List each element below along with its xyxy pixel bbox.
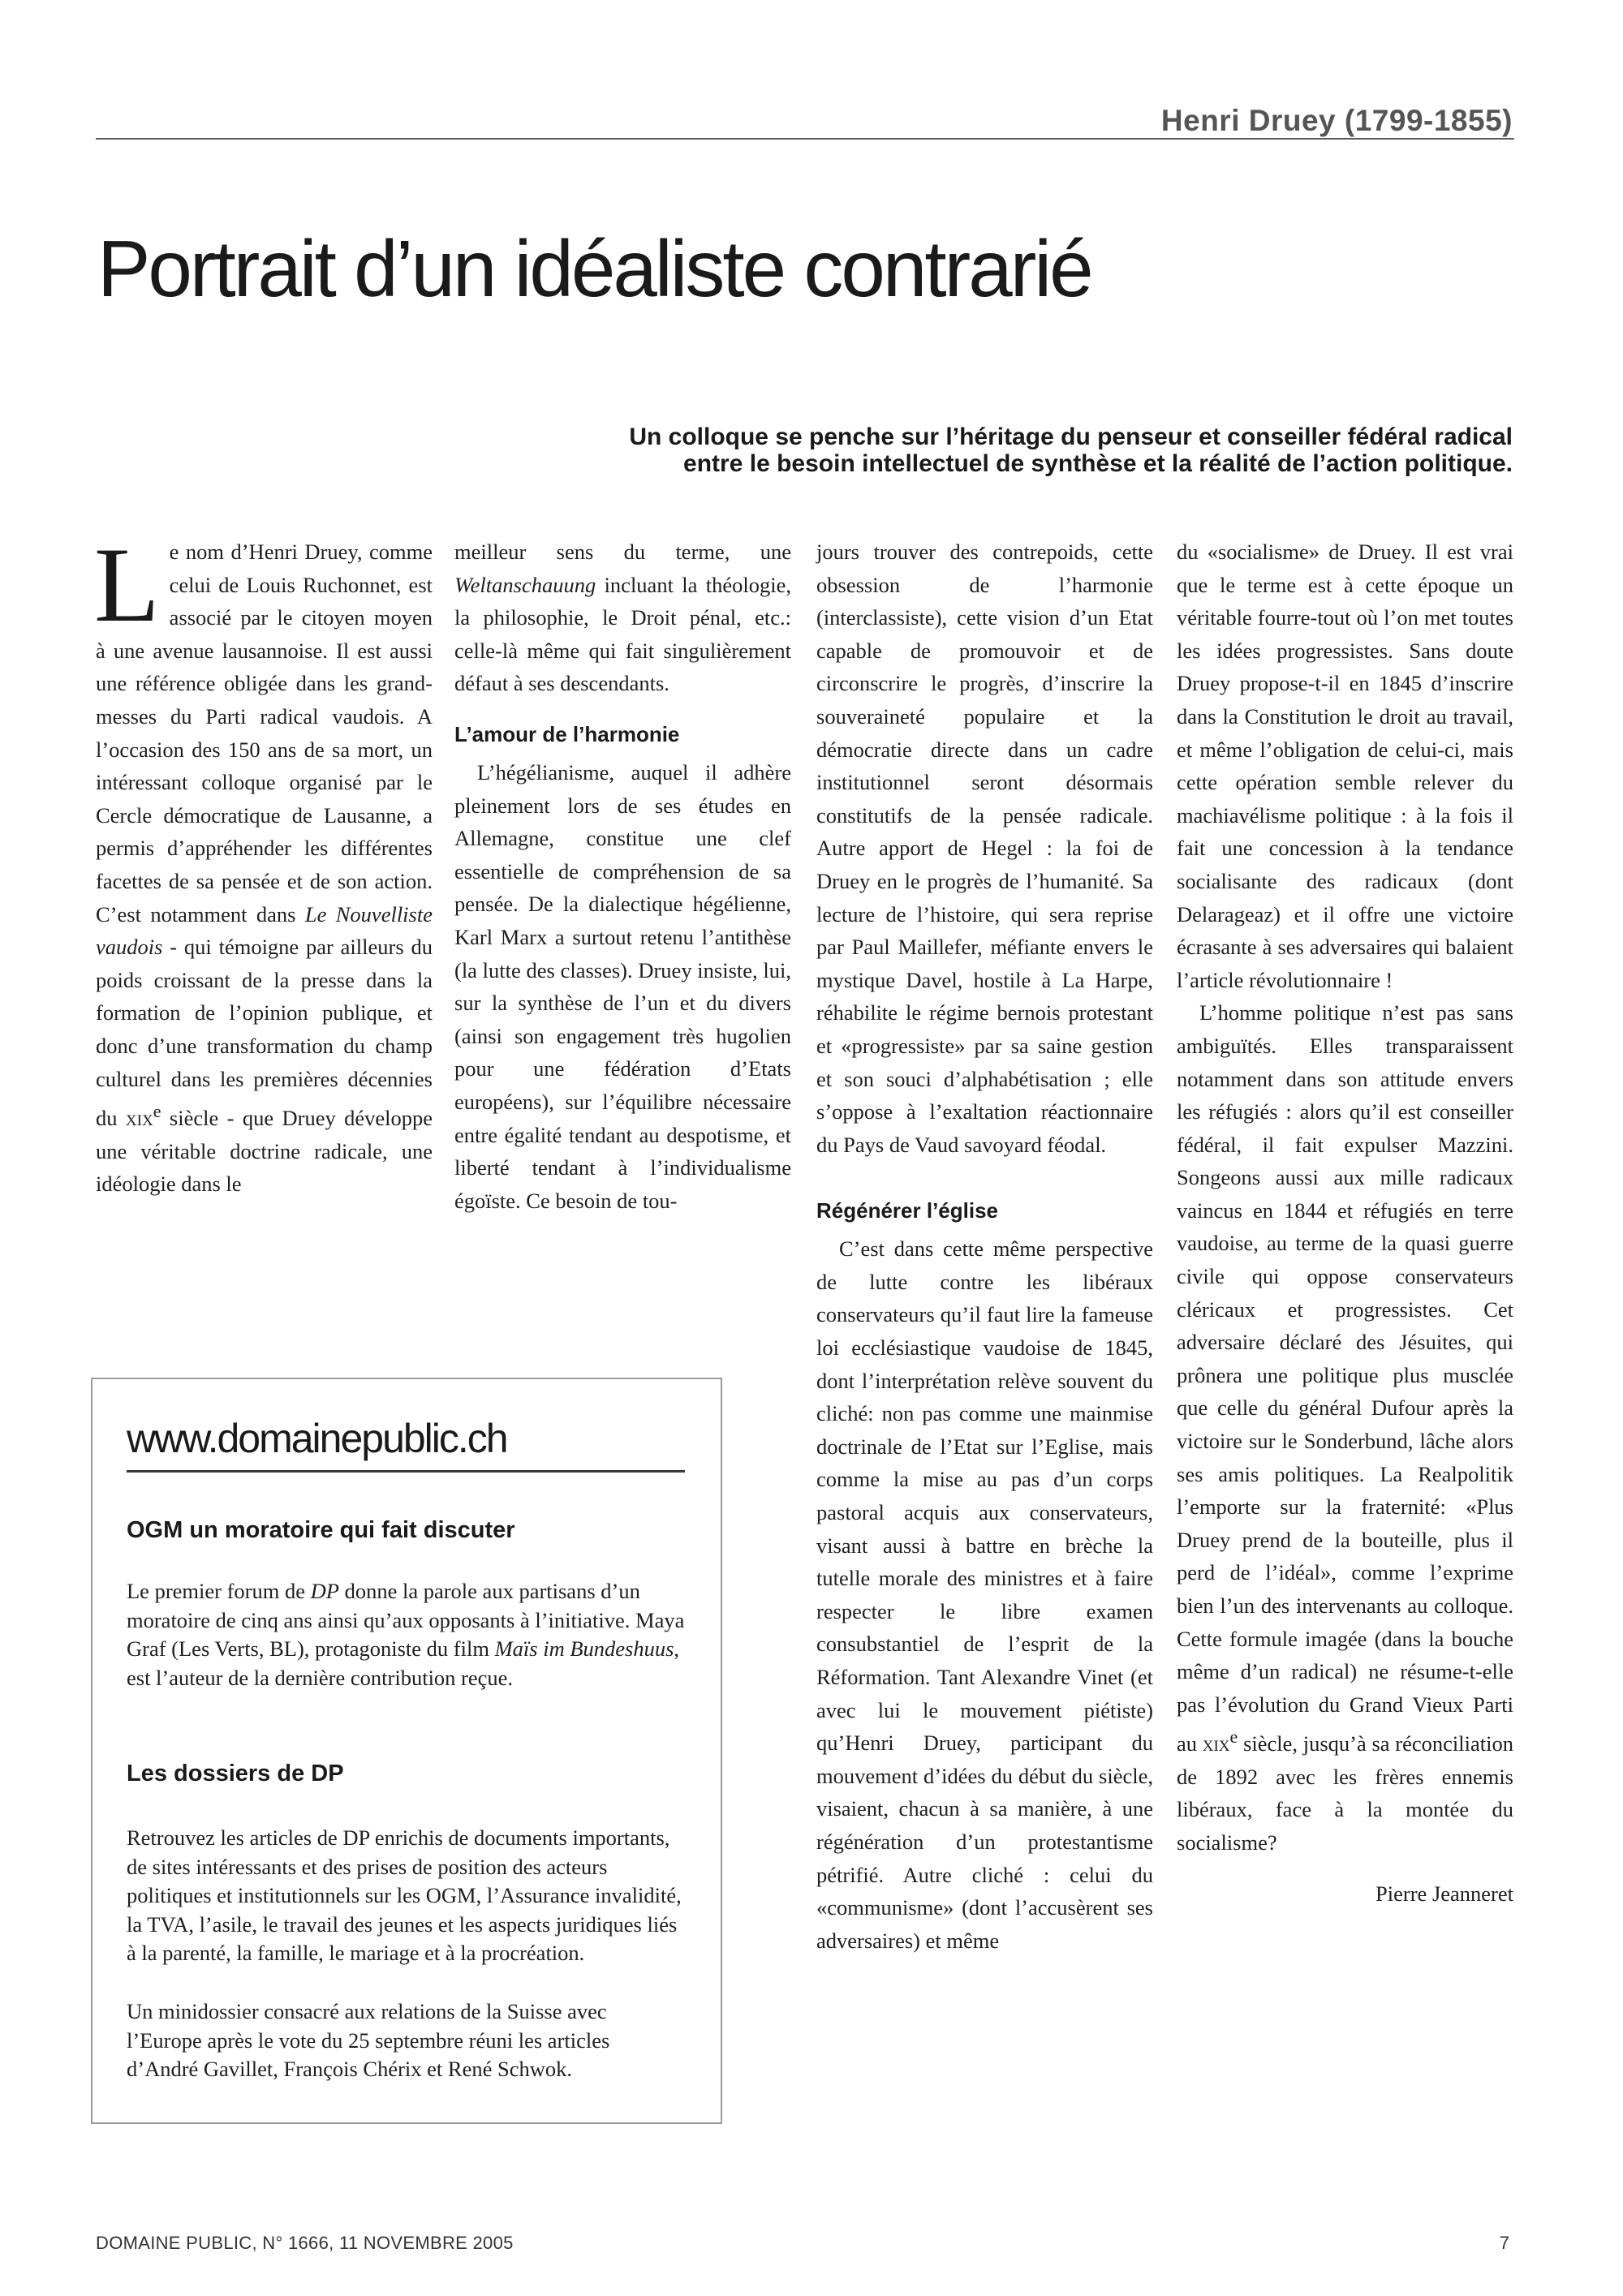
sidebar-paragraph: Un minidossier consacré aux relations de la Suisse avec l’Europe après le vote du 25 septembre réuni les articles d’André Gavillet, François Chérix et René Schwok. (127, 1999, 610, 2081)
film-title: Maïs im Bundeshuus (494, 1636, 674, 1661)
sidebar-box (91, 1378, 722, 2124)
sidebar-text: , est l’auteur de la dernière contribution reçue. (127, 1636, 680, 1690)
article-paragraph: jours trouver des contrepoids, cette obsession de l’harmonie (interclassiste), cette vision d’un Etat capable de promouvoir et de circonscrire le progrès, d’inscrire la souveraineté populaire et la démocratie directe dans un cadre institutionnel seront désormais constitutifs de la pensée radicale. Autre apport de Hegel : la foi de Druey en le progrès de l’humanité. Sa lecture de l’histoire, qui sera reprise par Paul Maillefer, méfiante envers le mystique Davel, hostile à La Harpe, réhabilite le régime bernois protestant et «progressiste» par sa saine gestion et son souci d’alphabétisation ; elle s’oppose à l’exaltation réactionnaire du Pays de Vaud savoyard féodal. (816, 540, 1153, 1157)
sidebar-site-link[interactable]: www.domainepublic.ch (127, 1416, 507, 1461)
footer-publication: DOMAINE PUBLIC, N° 1666, 11 NOVEMBRE 2005 (96, 2233, 514, 2253)
running-head: Henri Druey (1799-1855) (1160, 104, 1513, 137)
author-signature: Pierre Jeanneret (1375, 1881, 1513, 1906)
header-rule (96, 138, 1514, 140)
section-heading: Régénérer l’église (816, 1198, 998, 1223)
article-text: siècle - que Druey développe une véritable doctrine radicale, une idéologie dans le (96, 1105, 433, 1197)
publication-abbrev: DP (310, 1579, 339, 1603)
subtitle-line-1: Un colloque se penche sur l’héritage du penseur et conseiller fédéral radical (629, 424, 1513, 450)
article-paragraph: L’hégélianisme, auquel il adhère pleinement lors de ses études en Allemagne, constitue une clef essentielle de compréhension de sa pensée. De la dialectique hégélienne, Karl Marx a surtout retenu l’antithèse (la lutte des classes). Druey insiste, lui, sur la synthèse de l’un et du divers (ainsi son engagement très hugolien pour une fédération d’Etats européens), sur l’équilibre nécessaire entre égalité tendant au despotisme, et liberté tendant à l’individualisme égoïste. Ce besoin de tou- (454, 759, 791, 1213)
article-column-3 (816, 535, 1153, 1957)
article-text: e nom d’Henri Druey, comme celui de Louis Ruchonnet, est associé par le citoyen moyen à une avenue lausannoise. Il est aussi une référence obligée dans les grand-messes du Parti radical vaudois. A l’occasion des 150 ans de sa mort, un intéressant colloque organisé par le Cercle démocratique de Lausanne, a permis d’appréhender les différentes facettes de sa pensée et de son action. C’est notamment dans (96, 540, 433, 927)
page-title: Portrait d’un idéaliste contrarié (97, 224, 1091, 313)
article-paragraph (1177, 996, 1513, 1859)
sidebar-paragraph (127, 1577, 687, 1692)
article-text: meilleur sens du terme, une (454, 540, 791, 564)
article-column-4 (1177, 535, 1513, 1910)
sidebar-rule (127, 1470, 685, 1473)
superscript: e (1229, 1726, 1238, 1748)
sidebar-paragraph: Retrouvez les articles de DP enrichis de documents importants, de sites intéressants et des prises de position des acteurs politiques et institutionnels sur les OGM, l’Assurance invalidité, la TVA, l’asile, le travail des jeunes et les aspects juridiques liés à la parenté, la famille, le mariage et à la procréation. (127, 1825, 682, 1965)
foreign-term: Weltanschauung (454, 572, 596, 597)
journal-name: Le Nouvelliste vaudois (96, 901, 433, 960)
sidebar-text: Le premier forum de (127, 1579, 311, 1603)
article-text: siècle, jusqu’à sa réconciliation de 1892 avec les frères ennemis libéraux, face à la montée du socialisme? (1177, 1731, 1513, 1855)
subtitle-line-2: entre le besoin intellectuel de synthèse et la réalité de l’action politique. (683, 450, 1513, 477)
page-number: 7 (1499, 2233, 1509, 2253)
sidebar-text: donne la parole aux partisans d’un moratoire de cinq ans ainsi qu’aux opposants à l’initiative. Maya Graf (Les Verts, BL), protagoniste du film (127, 1579, 685, 1661)
article-paragraph: C’est dans cette même perspective de lutte contre les libéraux conservateurs qu’il faut lire la fameuse loi ecclésiastique vaudoise de 1845, dont l’interprétation relève souvent du cliché: non pas comme une mainmise doctrinale de l’Etat sur l’Eglise, mais comme la mise au pas d’un corps pastoral acquis aux conservateurs, visant aussi à battre en brèche la tutelle morale des ministres et à faire respecter le libre examen consubstantiel de l’esprit de la Réformation. Tant Alexandre Vinet (et avec lui le mouvement piétiste) qu’Henri Druey, participant du mouvement d’idées du début du siècle, visaient, chacun à sa manière, à une régénération d’un protestantisme pétrifié. Autre cliché : celui du «communisme» (dont l’accusèrent ses adversaires) et même (816, 1236, 1153, 1953)
article-paragraph: du «socialisme» de Druey. Il est vrai que le terme est à cette époque un véritable fourre-tout où l’on met toutes les idées progressistes. Sans doute Druey propose-t-il en 1845 d’inscrire dans la Constitution le droit au travail, et même l’obligation de celui-ci, mais cette opération semble relever du machiavélisme politique : à la fois il fait une concession à la tendance socialisante des radicaux (dont Delarageaz) et il offre une victoire écrasante à ses adversaires qui balaient l’article révolutionnaire ! (1177, 540, 1513, 992)
sidebar-heading: OGM un moratoire qui fait discuter (127, 1517, 515, 1543)
article-text: - qui témoigne par ailleurs du poids croissant de la presse dans la formation de l’opinion publique, et donc d’une transformation du champ culturel dans les premières décennies du (96, 935, 433, 1130)
section-heading: L’amour de l’harmonie (454, 721, 680, 746)
century-numeral: xix (125, 1105, 153, 1130)
article-column-2 (454, 535, 791, 1217)
superscript: e (153, 1101, 161, 1122)
article-column-1 (94, 525, 433, 1201)
article-paragraph (454, 535, 791, 700)
subtitle (295, 424, 1513, 477)
article-text: L’homme politique n’est pas sans ambiguïtés. Elles transparaissent notamment dans son attitude envers les réfugiés : alors qu’il est conseiller fédéral, il fait expulser Mazzini. Songeons aussi aux mille radicaux vaincus en 1844 et réfugiés en terre vaudoise, au terme de la quasi guerre civile qui oppose conservateurs cléricaux et progressistes. Cet adversaire déclaré des Jésuites, qui prônera une politique plus musclée que celle du général Dufour après la victoire sur le Sonderbund, lâche alors ses amis politiques. La Realpolitik l’emporte sur la fraternité: «Plus Druey prend de la bouteille, plus il perd de l’idéal», comme l’exprime bien l’un des intervenants au colloque. Cette formule imagée (dans la bouche même d’un radical) ne résume-t-elle pas l’évolution du Grand Vieux Parti au (1177, 1000, 1513, 1756)
sidebar-heading: Les dossiers de DP (127, 1761, 344, 1786)
drop-cap: L (94, 525, 160, 644)
article-paragraph (94, 525, 433, 1201)
century-numeral: xix (1202, 1731, 1230, 1756)
article-text: incluant la théologie, la philosophie, le Droit pénal, etc.: celle-là même qui fait singulièrement défaut à ses descendants. (454, 572, 791, 696)
